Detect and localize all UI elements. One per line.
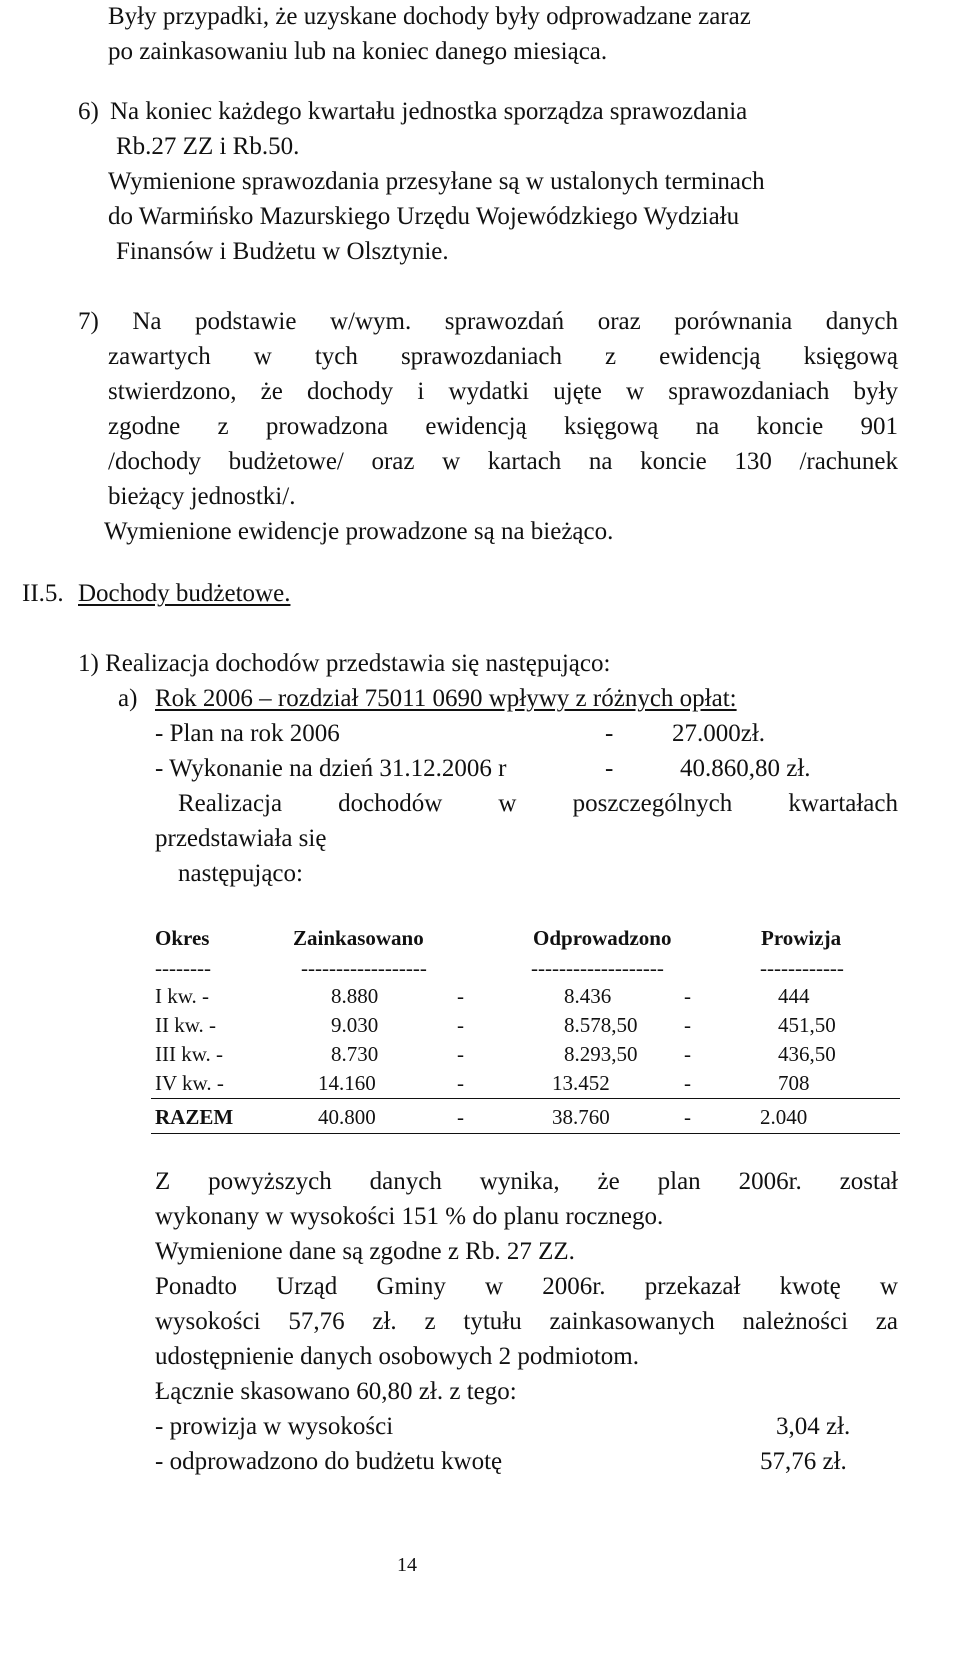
summary-line-4: Ponadto Urząd Gminy w 2006r. przekazał kwotę w bbox=[155, 1273, 898, 1300]
table-row-period: IV kw. - bbox=[155, 1071, 224, 1095]
intro-line-1: Były przypadki, że uzyskane dochody były odprowadzane zaraz bbox=[108, 3, 751, 30]
plan-dash: - bbox=[605, 720, 614, 747]
table-row-dash: - bbox=[457, 1013, 464, 1037]
quarterly-intro-line-2: przedstawiała się bbox=[155, 825, 327, 852]
item-6-line-2: Rb.27 ZZ i Rb.50. bbox=[116, 133, 300, 160]
table-row-transferred: 8.436 bbox=[564, 984, 612, 1008]
execution-value: 40.860,80 zł. bbox=[680, 755, 811, 782]
summary-line-3: Wymienione dane są zgodne z Rb. 27 ZZ. bbox=[155, 1238, 575, 1265]
table-row-transferred: 8.293,50 bbox=[564, 1042, 638, 1066]
commission-value: 3,04 zł. bbox=[776, 1413, 851, 1440]
table-row-dash: - bbox=[684, 1042, 691, 1066]
total-commission: 2.040 bbox=[760, 1105, 808, 1129]
table-row-collected: 9.030 bbox=[331, 1013, 379, 1037]
item-1-heading: 1) Realizacja dochodów przedstawia się następująco: bbox=[78, 650, 611, 677]
execution-label: - Wykonanie na dzień 31.12.2006 r bbox=[155, 755, 507, 782]
table-row-dash: - bbox=[684, 984, 691, 1008]
item-7-line-5: /dochody budżetowe/ oraz w kartach na koncie 130 /rachunek bbox=[108, 448, 898, 475]
table-row-period: I kw. - bbox=[155, 984, 210, 1008]
col-header-period: Okres bbox=[155, 926, 210, 950]
total-transferred: 38.760 bbox=[552, 1105, 610, 1129]
table-rule-top bbox=[151, 1098, 900, 1099]
table-row-dash: - bbox=[457, 1042, 464, 1066]
item-7-line-2: zawartych w tych sprawozdaniach z ewidencją księgową bbox=[108, 343, 898, 370]
item-6-line-4: do Warmińsko Mazurskiego Urzędu Wojewódzkiego Wydziału bbox=[108, 203, 740, 230]
summary-line-6: udostępnienie danych osobowych 2 podmiotom. bbox=[155, 1343, 639, 1370]
separator-dashes: ------------ bbox=[760, 956, 844, 980]
summary-line-2: wykonany w wysokości 151 % do planu rocznego. bbox=[155, 1203, 664, 1230]
table-row-commission: 444 bbox=[778, 984, 810, 1008]
table-rule-bottom bbox=[151, 1133, 900, 1134]
table-row-period: III kw. - bbox=[155, 1042, 224, 1066]
item-6-number: 6) bbox=[78, 98, 99, 125]
col-header-collected: Zainkasowano bbox=[293, 926, 424, 950]
plan-label: - Plan na rok 2006 bbox=[155, 720, 340, 747]
item-7-line-4: zgodne z prowadzona ewidencją księgową na koncie 901 bbox=[108, 413, 898, 440]
item-6-line-5: Finansów i Budżetu w Olsztynie. bbox=[116, 238, 449, 265]
total-label: RAZEM bbox=[155, 1105, 234, 1129]
item-6-line-1: Na koniec każdego kwartału jednostka sporządza sprawozdania bbox=[110, 98, 748, 125]
section-number: II.5. bbox=[22, 580, 64, 607]
table-row-transferred: 13.452 bbox=[552, 1071, 610, 1095]
intro-line-2: po zainkasowaniu lub na koniec danego miesiąca. bbox=[108, 38, 608, 65]
table-row-commission: 451,50 bbox=[778, 1013, 836, 1037]
item-a-label: a) bbox=[118, 685, 138, 712]
item-7-line-1: 7) Na podstawie w/wym. sprawozdań oraz porównania danych bbox=[78, 308, 898, 335]
section-title: Dochody budżetowe. bbox=[78, 580, 291, 607]
table-row-dash: - bbox=[457, 1071, 464, 1095]
separator-dashes: -------- bbox=[155, 956, 211, 980]
separator-dashes: ------------------- bbox=[531, 956, 664, 980]
table-row-dash: - bbox=[684, 1071, 691, 1095]
col-header-transferred: Odprowadzono bbox=[533, 926, 672, 950]
table-row-dash: - bbox=[684, 1013, 691, 1037]
execution-dash: - bbox=[605, 755, 614, 782]
budget-transfer-label: - odprowadzono do budżetu kwotę bbox=[155, 1448, 503, 1475]
table-row-dash: - bbox=[684, 1105, 691, 1129]
item-7-line-6: bieżący jednostki/. bbox=[108, 483, 296, 510]
summary-line-5: wysokości 57,76 zł. z tytułu zainkasowanych należności za bbox=[155, 1308, 898, 1335]
table-row-commission: 436,50 bbox=[778, 1042, 836, 1066]
quarterly-intro-line-3: następująco: bbox=[178, 860, 303, 887]
commission-label: - prowizja w wysokości bbox=[155, 1413, 394, 1440]
summary-line-7: Łącznie skasowano 60,80 zł. z tego: bbox=[155, 1378, 517, 1405]
budget-transfer-value: 57,76 zł. bbox=[760, 1448, 847, 1475]
table-row-commission: 708 bbox=[778, 1071, 810, 1095]
table-row-collected: 8.880 bbox=[331, 984, 379, 1008]
table-row-dash: - bbox=[457, 1105, 464, 1129]
item-6-line-3: Wymienione sprawozdania przesyłane są w ustalonych terminach bbox=[108, 168, 765, 195]
item-a-title: Rok 2006 – rozdział 75011 0690 wpływy z różnych opłat: bbox=[155, 685, 737, 712]
table-row-dash: - bbox=[457, 984, 464, 1008]
total-collected: 40.800 bbox=[318, 1105, 376, 1129]
separator-dashes: ------------------ bbox=[301, 956, 427, 980]
table-row-collected: 8.730 bbox=[331, 1042, 379, 1066]
item-7-line-7: Wymienione ewidencje prowadzone są na bieżąco. bbox=[104, 518, 614, 545]
plan-value: 27.000zł. bbox=[672, 720, 766, 747]
col-header-commission: Prowizja bbox=[761, 926, 842, 950]
quarterly-intro-line-1: Realizacja dochodów w poszczególnych kwartałach bbox=[178, 790, 898, 817]
item-7-line-3: stwierdzono, że dochody i wydatki ujęte w sprawozdaniach były bbox=[108, 378, 898, 405]
table-row-collected: 14.160 bbox=[318, 1071, 376, 1095]
page-number: 14 bbox=[397, 1554, 417, 1576]
table-row-transferred: 8.578,50 bbox=[564, 1013, 638, 1037]
table-row-period: II kw. - bbox=[155, 1013, 217, 1037]
summary-line-1: Z powyższych danych wynika, że plan 2006r. został bbox=[155, 1168, 898, 1195]
